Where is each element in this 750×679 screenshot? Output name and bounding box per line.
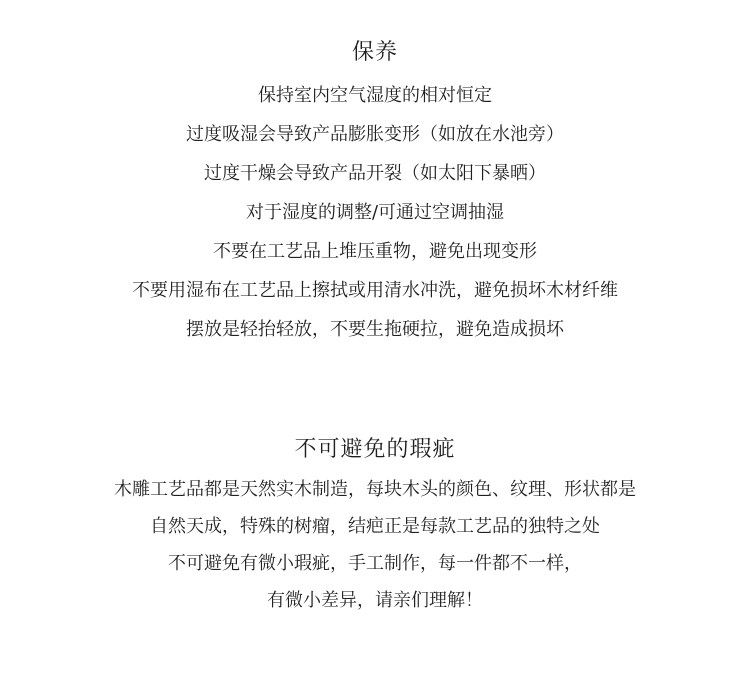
care-line: 不要用湿布在工艺品上擦拭或用清水冲洗，避免损坏木材纤维 [132, 280, 618, 301]
care-instructions-list [0, 76, 750, 349]
care-line: 过度吸湿会导致产品膨胀变形（如放在水池旁） [186, 124, 564, 145]
care-line: 过度干燥会导致产品开裂（如太阳下暴晒） [204, 163, 546, 184]
care-line: 对于湿度的调整/可通过空调抽湿 [245, 202, 505, 223]
care-line: 摆放是轻抬轻放，不要生拖硬拉，避免造成损坏 [186, 319, 564, 340]
flaws-line: 木雕工艺品都是天然实木制造，每块木头的颜色、纹理、形状都是 [114, 479, 636, 500]
flaws-line: 有微小差异，请亲们理解！ [267, 590, 483, 611]
care-line: 不要在工艺品上堆压重物，避免出现变形 [213, 241, 537, 262]
flaws-line: 自然天成，特殊的树瘤，结疤正是每款工艺品的独特之处 [150, 516, 600, 537]
care-section-title: 保养 [351, 40, 398, 66]
flaws-section-title: 不可避免的瑕疵 [294, 437, 456, 463]
flaws-line: 不可避免有微小瑕疵，手工制作，每一件都不一样， [168, 553, 582, 574]
care-line: 保持室内空气湿度的相对恒定 [258, 85, 492, 106]
flaws-description-list [0, 471, 750, 619]
